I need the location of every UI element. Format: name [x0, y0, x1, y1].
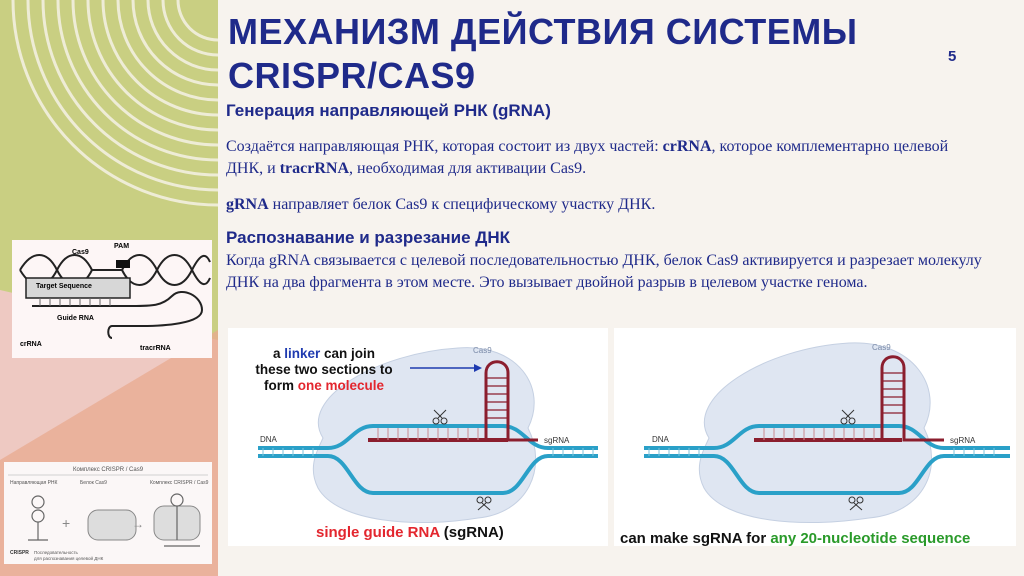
paragraph-recognition: Когда gRNA связывается с целевой последовательностью ДНК, белок Cas9 активируется и разрезает молекулу ДНК на два фрагмента в этом месте. Это вызывает двойной разрыв в целевом участке генома. — [226, 252, 982, 291]
term-tracrrna: tracrRNA — [279, 160, 349, 177]
caption-any-sequence — [620, 530, 970, 547]
caption-single-guide-rna — [316, 524, 504, 541]
label-cas9: Cas9 — [872, 343, 891, 352]
label-crrna: crRNA — [20, 341, 42, 348]
caption-prefix: can make sgRNA for — [620, 530, 771, 547]
section-heading-recognition: Распознавание и разрезание ДНК — [226, 228, 511, 247]
diagram-single-guide-rna — [228, 328, 608, 546]
thumb-col-cas9: Белок Cas9 — [80, 480, 107, 486]
term-linker: linker — [284, 346, 321, 361]
term-one-molecule: one molecule — [297, 378, 385, 393]
paragraph-grna-guides — [226, 194, 986, 216]
text-run: направляет белок Cas9 к специфическому участку ДНК. — [268, 196, 656, 213]
label-guide-rna: Guide RNA — [57, 315, 94, 322]
thumb-header: Комплекс CRISPR / Cas9 — [72, 467, 144, 473]
label-tracrrna: tracrRNA — [140, 345, 171, 352]
text-run: can join — [320, 346, 376, 361]
note-line-2: these two sections to — [255, 362, 393, 377]
sgrna-illustration-2 — [614, 328, 1016, 546]
caption-suffix: (sgRNA) — [439, 524, 504, 541]
thumb-col-guide: Направляющая РНК — [10, 480, 58, 486]
thumb-foot-text1: Последовательность — [34, 550, 78, 555]
diagram-any-sequence — [614, 328, 1016, 546]
text-run: , которое комплементарно целевой ДНК, и — [226, 138, 949, 177]
sgrna-illustration — [228, 328, 608, 546]
paragraph-grna-parts — [226, 136, 986, 180]
slide-number: 5 — [948, 48, 957, 65]
text-run: , необходимая для активации Cas9. — [349, 160, 587, 177]
plus-sign: + — [62, 515, 71, 531]
label-pam: PAM — [114, 243, 130, 250]
caption-highlight: single guide RNA — [316, 524, 440, 541]
thumb-foot-label: CRISPR — [10, 550, 29, 556]
caption-highlight: any 20-nucleotide sequence — [770, 530, 971, 547]
label-dna: DNA — [652, 435, 669, 444]
thumb-foot-text2: для распознавания целевой ДНК — [34, 556, 104, 561]
note-line-3 — [264, 378, 385, 393]
cas9-protein-shape — [699, 343, 931, 523]
label-cas9: Cas9 — [72, 249, 89, 256]
label-cas9: Cas9 — [473, 346, 492, 355]
label-sgrna: sgRNA — [544, 436, 570, 445]
section-heading-grna: Генерация направляющей РНК (gRNA) — [226, 101, 551, 120]
label-target-sequence: Target Sequence — [36, 283, 92, 290]
thumbnail-cas9-guide-rna — [12, 240, 212, 358]
text-run: Создаётся направляющая РНК, которая состоит из двух частей: — [226, 138, 663, 155]
text-run: a — [272, 346, 285, 361]
thumbnail-crispr-complex — [4, 462, 212, 564]
term-grna: gRNA — [226, 196, 269, 213]
text-run: form — [263, 378, 298, 393]
term-crrna: crRNA — [662, 138, 712, 155]
thumb-col-complex: Комплекс CRISPR / Cas9 — [150, 480, 209, 486]
arrow-icon: → — [132, 517, 144, 531]
slide-title: МЕХАНИЗМ ДЕЙСТВИЯ СИСТЕМЫ CRISPR/CAS9 — [228, 11, 858, 96]
label-sgrna: sgRNA — [950, 436, 976, 445]
note-line-1 — [273, 346, 375, 361]
label-dna: DNA — [260, 435, 277, 444]
